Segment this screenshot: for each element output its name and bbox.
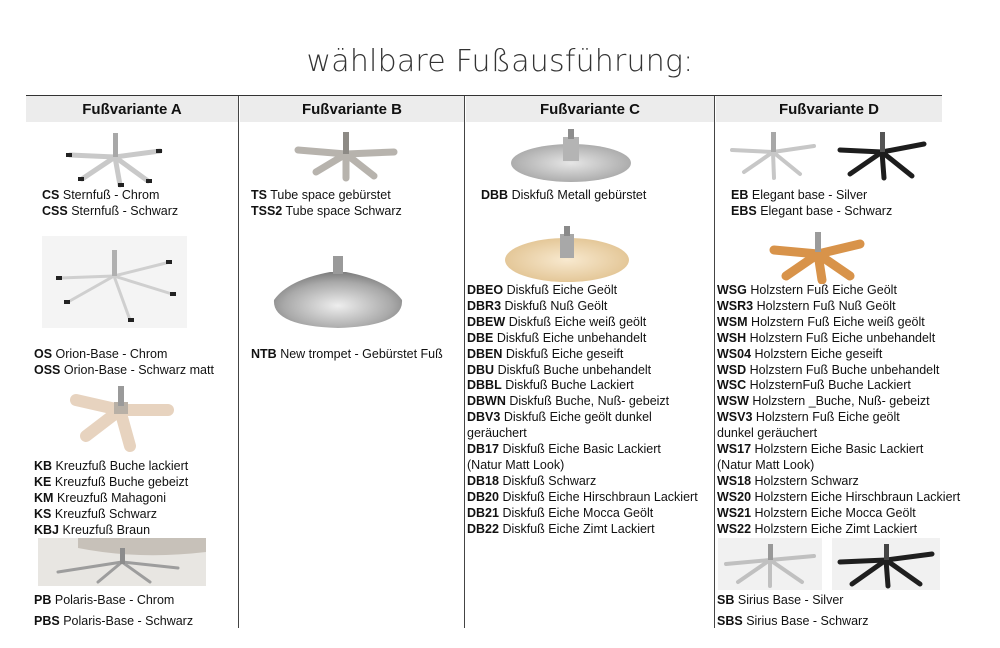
list-item: DBEN Diskfuß Eiche geseift [467,346,624,361]
list-item: DBEW Diskfuß Eiche weiß geölt [467,314,647,329]
list-item: OSS Orion-Base - Schwarz matt [34,363,214,377]
tube-space-base-image [290,128,402,186]
wood-star-base-image [764,226,872,284]
list-item: DB21 Diskfuß Eiche Mocca Geölt [467,505,654,520]
list-item: TSS2 Tube space Schwarz [251,204,402,218]
column-divider [464,96,465,628]
list-item: SB Sirius Base - Silver [717,593,844,607]
list-item: WSG Holzstern Fuß Eiche Geölt [717,283,897,297]
list-item: EBS Elegant base - Schwarz [731,204,893,218]
list-item: DB20 Diskfuß Eiche Hirschbraun Lackiert [467,489,698,504]
list-item: WS20 Holzstern Eiche Hirschbraun Lackiert [717,489,961,504]
list-item: SBS Sirius Base - Schwarz [717,614,869,628]
list-item: CS Sternfuß - Chrom [42,188,160,202]
list-item: DBR3 Diskfuß Nuß Geölt [467,298,608,313]
list-item: KB Kreuzfuß Buche lackiert [34,459,189,473]
list-item: KBJ Kreuzfuß Braun [34,523,151,537]
list-item: WSV3 Holzstern Fuß Eiche geölt [717,410,900,425]
disk-base-metal-image [508,127,634,183]
list-item: KS Kreuzfuß Schwarz [34,507,157,521]
list-item: WSW Holzstern _Buche, Nuß- gebeizt [717,394,930,409]
list-item: WSM Holzstern Fuß Eiche weiß geölt [717,314,925,329]
list-item: TS Tube space gebürstet [251,188,391,202]
page-title: wählbare Fußausführung: [306,44,694,79]
list-item: DB17 Diskfuß Eiche Basic Lackiert [467,442,661,456]
list-item: WS04 Holzstern Eiche geseift [717,346,883,361]
new-trompet-base-image [268,250,408,332]
list-item: CSS Sternfuß - Schwarz [42,204,179,218]
list-item: PB Polaris-Base - Chrom [34,593,175,607]
list-item: WSD Holzstern Fuß Buche unbehandelt [717,362,940,377]
list-item: DBWN Diskfuß Buche, Nuß- gebeizt [467,394,670,409]
column-divider [238,96,239,628]
column-divider [714,96,715,628]
list-item: dunkel geräuchert [717,426,818,441]
elegant-base-silver-image [726,128,820,182]
disk-base-wood-image [502,222,632,284]
list-item: OS Orion-Base - Chrom [34,347,168,361]
list-item: PBS Polaris-Base - Schwarz [34,614,194,628]
list-item: DBE Diskfuß Eiche unbehandelt [467,330,647,345]
list-item: WS17 Holzstern Eiche Basic Lackiert [717,442,924,456]
header-variant-a: Fußvariante A [26,96,238,122]
list-item: WS22 Holzstern Eiche Zimt Lackiert [717,521,918,536]
list-item: DB18 Diskfuß Schwarz [467,473,597,488]
list-item: DBBL Diskfuß Buche Lackiert [467,378,634,393]
list-item: KE Kreuzfuß Buche gebeizt [34,475,189,489]
orion-base-image [42,236,187,328]
star-base-chrome-image [60,127,170,189]
list-item: WS18 Holzstern Schwarz [717,473,859,488]
list-item: (Natur Matt Look) [717,457,815,472]
list-item: WSH Holzstern Fuß Eiche unbehandelt [717,330,936,345]
polaris-base-image [38,538,206,586]
list-item: EB Elegant base - Silver [731,188,868,202]
cross-base-wood-image [64,380,179,455]
list-item: WSC HolzsternFuß Buche Lackiert [717,378,911,393]
list-item: KM Kreuzfuß Mahagoni [34,491,167,505]
list-item: DBU Diskfuß Buche unbehandelt [467,362,652,377]
list-item: DB22 Diskfuß Eiche Zimt Lackiert [467,521,655,536]
list-item: NTB New trompet - Gebürstet Fuß [251,347,443,361]
sirius-base-black-image [832,538,940,590]
header-variant-c: Fußvariante C [466,96,714,122]
list-item: DBB Diskfuß Metall gebürstet [481,188,647,202]
header-variant-d: Fußvariante D [716,96,942,122]
elegant-base-black-image [834,128,930,182]
list-item: DBEO Diskfuß Eiche Geölt [467,283,618,297]
list-item: WS21 Holzstern Eiche Mocca Geölt [717,505,916,520]
sirius-base-silver-image [718,538,822,590]
list-item: (Natur Matt Look) [467,457,565,472]
list-item: DBV3 Diskfuß Eiche geölt dunkel [467,410,652,425]
header-variant-b: Fußvariante B [240,96,464,122]
list-item: geräuchert [467,426,527,441]
list-item: WSR3 Holzstern Fuß Nuß Geölt [717,298,896,313]
